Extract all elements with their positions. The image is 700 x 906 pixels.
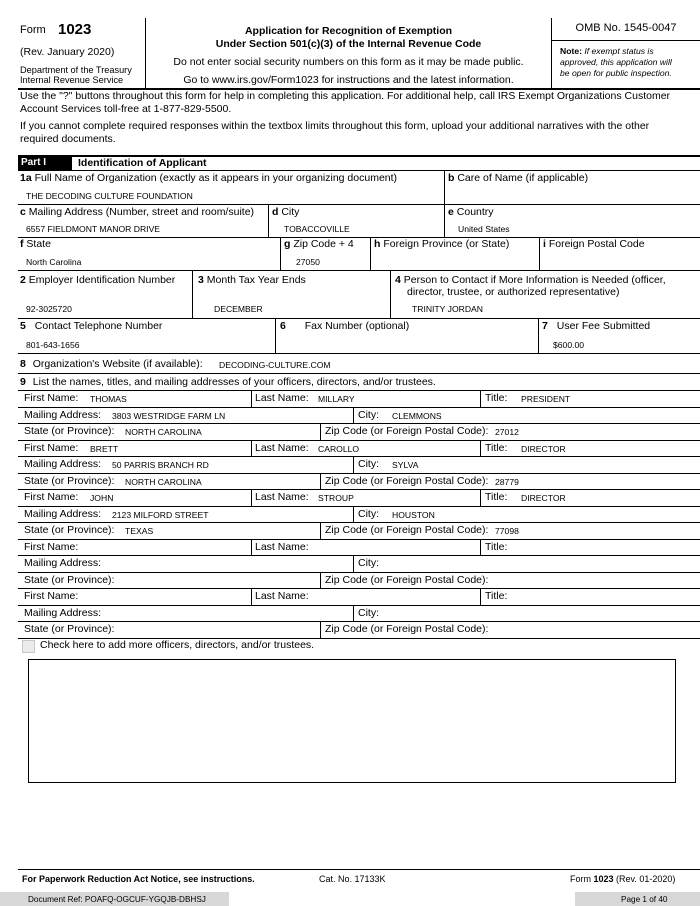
q1h-label: h Foreign Province (or State) — [374, 238, 510, 250]
state-label: State (or Province): — [24, 524, 115, 536]
form-revision-footer: Form 1023 (Rev. 01-2020) — [570, 874, 676, 884]
q1a-label: 1a Full Name of Organization (exactly as it appears in your organizing document) — [20, 172, 398, 184]
zip-code-label: Zip Code (or Foreign Postal Code): — [325, 524, 489, 536]
mailing-address-label: Mailing Address: — [24, 557, 102, 569]
zip-code-field[interactable]: 27050 — [296, 257, 320, 267]
form-label: Form — [20, 24, 46, 36]
city-label: City: — [358, 557, 379, 569]
state-label: State (or Province): — [24, 474, 115, 487]
first-name-label: First Name: — [24, 590, 79, 602]
website-field[interactable]: DECODING-CULTURE.COM — [219, 360, 331, 370]
form-subtitle: Under Section 501(c)(3) of the Internal Revenue Code — [215, 38, 482, 50]
ssn-notice: Do not enter social security numbers on this form as it may be made public. — [173, 56, 524, 68]
organization-name-field[interactable]: THE DECODING CULTURE FOUNDATION — [26, 191, 193, 201]
officer-zip-field[interactable]: 77098 — [495, 526, 519, 536]
part-title: Identification of Applicant — [78, 157, 207, 169]
title-label: Title: — [485, 540, 508, 553]
q8-label: 8 Organization's Website (if available): — [20, 358, 203, 370]
country-field[interactable]: United States — [458, 224, 510, 234]
omb-number: OMB No. 1545-0047 — [575, 22, 677, 34]
officer-city-field[interactable]: SYLVA — [392, 460, 419, 470]
ein-field[interactable]: 92-3025720 — [26, 304, 72, 314]
officer-first-name-field[interactable]: THOMAS — [90, 394, 127, 404]
city-label: City: — [358, 408, 379, 421]
first-name-label: First Name: — [24, 392, 79, 404]
city-label: City: — [358, 507, 379, 520]
officer-address-field[interactable]: 50 PARRIS BRANCH RD — [112, 460, 209, 470]
first-name-label: First Name: — [24, 491, 79, 503]
q9-label: 9 List the names, titles, and mailing addresses of your officers, directors, and/or trustees. — [20, 376, 436, 388]
officer-last-name-field[interactable]: STROUP — [318, 493, 354, 503]
officer-last-name-field[interactable]: CAROLLO — [318, 443, 360, 454]
q4-label: 4 Person to Contact if More Information is Needed (officer, — [395, 274, 666, 286]
q1d-label: d City — [272, 206, 300, 218]
officer-zip-field[interactable]: 28779 — [495, 476, 519, 487]
title-label: Title: — [485, 392, 508, 404]
mailing-address-label: Mailing Address: — [24, 408, 102, 421]
user-fee-field[interactable]: $600.00 — [553, 340, 585, 350]
title-label: Title: — [485, 491, 508, 503]
city-field[interactable]: TOBACCOVILLE — [284, 224, 350, 234]
officer-address-field[interactable]: 3803 WESTRIDGE FARM LN — [112, 410, 226, 421]
last-name-label: Last Name: — [255, 441, 309, 454]
q5-label: 5 Contact Telephone Number — [20, 320, 163, 332]
officer-title-field[interactable]: DIRECTOR — [521, 493, 566, 503]
q2-label: 2 Employer Identification Number — [20, 274, 176, 286]
officer-title-field[interactable]: PRESIDENT — [521, 394, 571, 404]
zip-code-label: Zip Code (or Foreign Postal Code): — [325, 474, 489, 487]
q1c-label: c Mailing Address (Number, street and room/suite) — [20, 206, 255, 218]
mailing-address-label: Mailing Address: — [24, 458, 102, 470]
title-label: Title: — [485, 590, 508, 602]
document-reference: Document Ref: POAFQ-OGCUF-YGQJB-DBHSJ — [28, 895, 206, 904]
q1e-label: e Country — [448, 206, 494, 218]
revision-date: (Rev. January 2020) — [20, 46, 115, 58]
tax-year-month-field[interactable]: DECEMBER — [214, 304, 263, 314]
city-label: City: — [358, 458, 379, 470]
mailing-address-label: Mailing Address: — [24, 507, 102, 520]
officer-state-field[interactable]: TEXAS — [125, 526, 154, 536]
additional-officers-textbox[interactable] — [28, 659, 676, 783]
paperwork-notice: For Paperwork Reduction Act Notice, see instructions. — [22, 874, 255, 884]
officer-state-field[interactable]: NORTH CAROLINA — [125, 476, 202, 487]
first-name-label: First Name: — [24, 441, 79, 454]
officer-first-name-field[interactable]: BRETT — [90, 443, 119, 454]
page-number: Page 1 of 40 — [621, 895, 668, 904]
officer-zip-field[interactable]: 27012 — [495, 427, 519, 437]
city-label: City: — [358, 606, 379, 619]
mailing-address-label: Mailing Address: — [24, 606, 102, 619]
last-name-label: Last Name: — [255, 491, 309, 503]
officer-last-name-field[interactable]: MILLARY — [318, 394, 355, 404]
telephone-field[interactable]: 801-643-1656 — [26, 340, 80, 350]
zip-code-label: Zip Code (or Foreign Postal Code): — [325, 623, 489, 635]
add-officers-checkbox[interactable] — [22, 640, 35, 653]
q1i-label: i Foreign Postal Code — [543, 238, 645, 250]
last-name-label: Last Name: — [255, 392, 309, 404]
q3-label: 3 Month Tax Year Ends — [198, 274, 306, 286]
state-label: State (or Province): — [24, 425, 115, 437]
q1b-label: b Care of Name (if applicable) — [448, 172, 589, 184]
last-name-label: Last Name: — [255, 590, 309, 602]
officer-state-field[interactable]: NORTH CAROLINA — [125, 427, 202, 437]
q6-label: 6 Fax Number (optional) — [280, 320, 410, 332]
instructions-link[interactable]: Go to www.irs.gov/Form1023 for instructions and the latest information. — [183, 74, 514, 86]
q1f-label: f State — [20, 238, 51, 250]
zip-code-label: Zip Code (or Foreign Postal Code): — [325, 425, 489, 437]
first-name-label: First Name: — [24, 540, 79, 553]
form-title: Application for Recognition of Exemption — [244, 25, 453, 37]
add-officers-label: Check here to add more officers, directors, and/or trustees. — [40, 639, 315, 651]
state-label: State (or Province): — [24, 573, 115, 586]
department-line: Department of the Treasury — [20, 65, 132, 75]
form-number: 1023 — [58, 21, 92, 38]
q7-label: 7 User Fee Submitted — [542, 320, 651, 332]
officer-first-name-field[interactable]: JOHN — [90, 493, 114, 503]
state-label: State (or Province): — [24, 623, 115, 635]
mailing-address-field[interactable]: 6557 FIELDMONT MANOR DRIVE — [26, 224, 161, 234]
state-field[interactable]: North Carolina — [26, 257, 82, 267]
officer-city-field[interactable]: CLEMMONS — [392, 410, 442, 421]
part-tag: Part I — [18, 156, 72, 170]
officer-title-field[interactable]: DIRECTOR — [521, 443, 566, 454]
officer-address-field[interactable]: 2123 MILFORD STREET — [112, 509, 209, 520]
contact-person-field[interactable]: TRINITY JORDAN — [412, 304, 483, 314]
last-name-label: Last Name: — [255, 540, 309, 553]
catalog-number: Cat. No. 17133K — [319, 874, 386, 884]
q1g-label: g Zip Code + 4 — [284, 238, 354, 250]
zip-code-label: Zip Code (or Foreign Postal Code): — [325, 573, 489, 586]
inspection-note: Note: If exempt status is approved, this application will be open for public inspection. — [560, 46, 672, 79]
title-label: Title: — [485, 441, 508, 454]
agency-line: Internal Revenue Service — [20, 75, 124, 85]
officer-city-field[interactable]: HOUSTON — [392, 509, 435, 520]
